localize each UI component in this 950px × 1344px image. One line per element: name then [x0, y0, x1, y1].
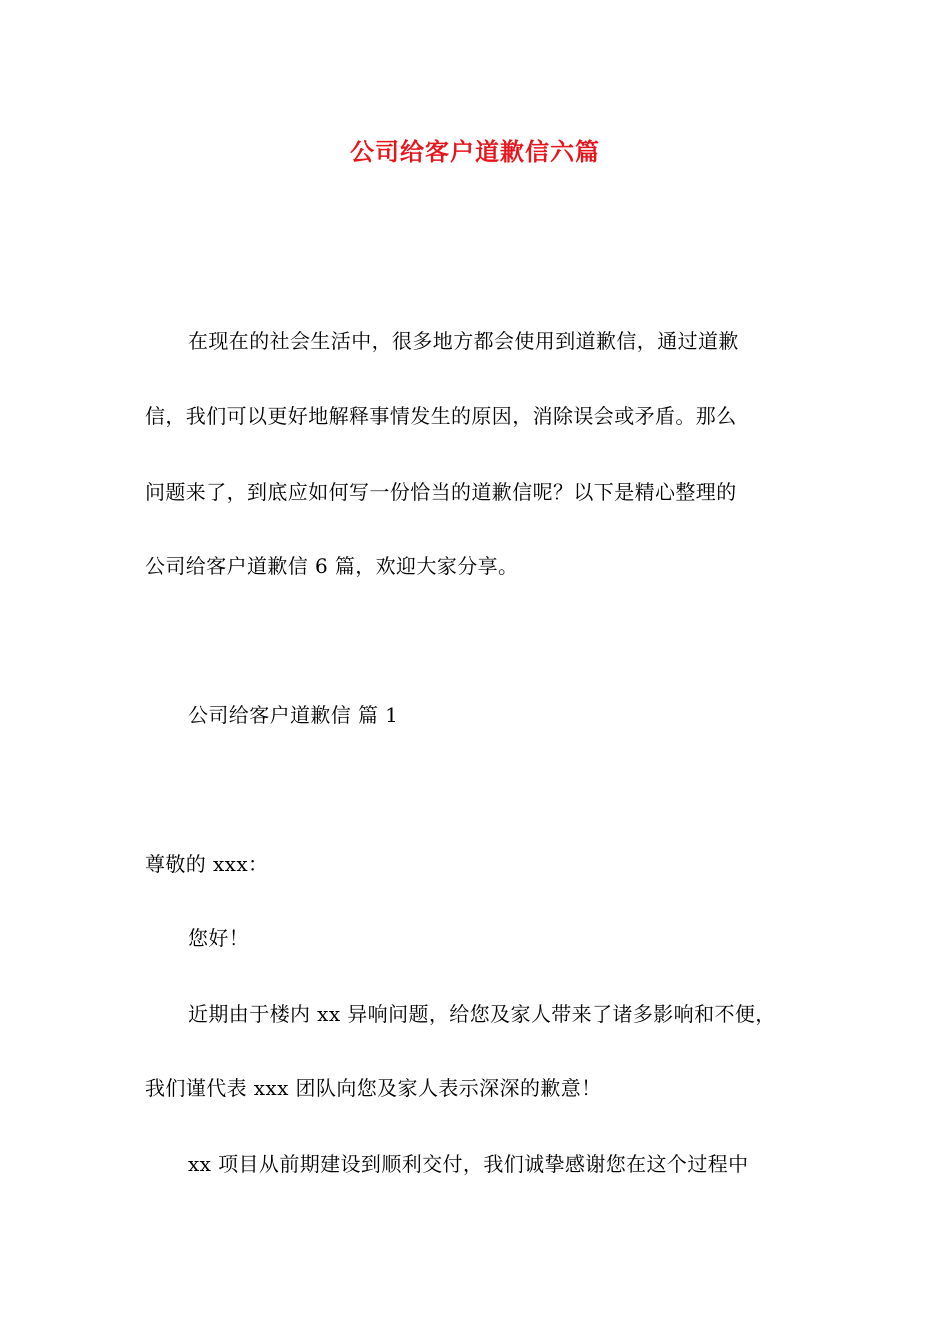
section-heading: 公司给客户道歉信 篇 1	[188, 703, 399, 727]
intro-line-3: 问题来了，到底应如何写一份恰当的道歉信呢？以下是精心整理的	[145, 480, 737, 504]
intro-line-1: 在现在的社会生活中，很多地方都会使用到道歉信，通过道歉	[188, 329, 739, 353]
letter-paragraph-1-line-1: 近期由于楼内 xx 异响问题，给您及家人带来了诸多影响和不便，	[188, 1002, 776, 1026]
letter-paragraph-2-line-1: xx 项目从前期建设到顺利交付，我们诚挚感谢您在这个过程中	[188, 1152, 749, 1176]
document-title: 公司给客户道歉信六篇	[350, 137, 600, 166]
letter-greeting: 您好！	[188, 926, 250, 950]
intro-line-4: 公司给客户道歉信 6 篇，欢迎大家分享。	[145, 554, 519, 578]
letter-paragraph-1-line-2: 我们谨代表 xxx 团队向您及家人表示深深的歉意！	[145, 1076, 602, 1100]
letter-salutation: 尊敬的 xxx：	[145, 852, 269, 876]
intro-line-2: 信，我们可以更好地解释事情发生的原因，消除误会或矛盾。那么	[145, 404, 737, 428]
